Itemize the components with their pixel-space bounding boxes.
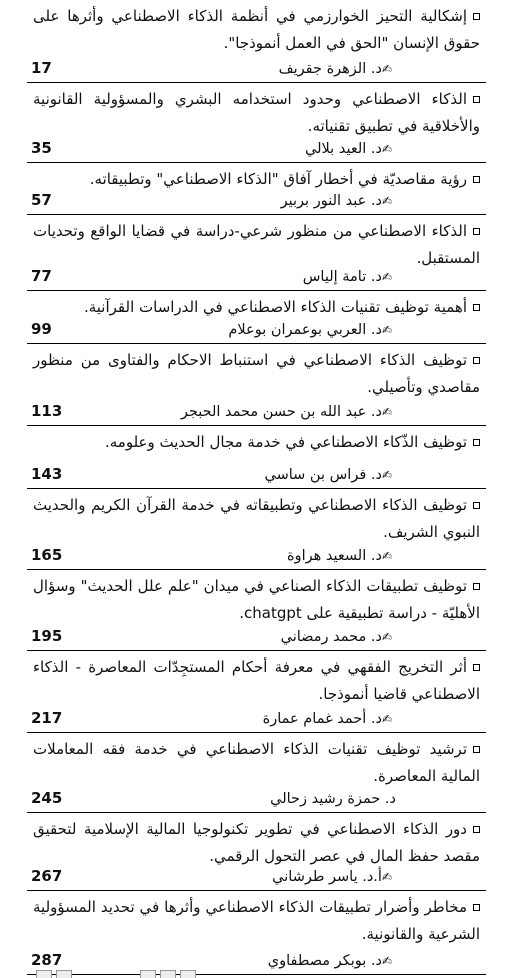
pen-icon: ✍ — [381, 548, 392, 563]
toc-entry[interactable] — [27, 891, 486, 975]
toc-entry[interactable] — [27, 344, 486, 426]
entry-title — [33, 429, 480, 456]
pen-icon: ✍ — [381, 61, 392, 76]
pen-icon: ✍ — [381, 404, 392, 419]
page-number: 99 — [31, 319, 52, 338]
pen-icon: ✍ — [381, 467, 392, 482]
entry-title-text: توظيف الذكاء الاصطناعي وتطبيقاته في خدمة القرآن الكريم والحديث النبوي الشريف. — [33, 496, 480, 541]
square-bullet-icon — [473, 176, 480, 183]
page-number: 217 — [31, 708, 63, 727]
page-number: 267 — [31, 866, 63, 885]
entry-author — [268, 953, 396, 969]
entry-title-text: إشكالية التحيز الخوارزمي في أنظمة الذكاء الاصطناعي وأثرها على حقوق الإنسان "الحق في العمل أنموذجا". — [33, 7, 480, 52]
square-bullet-icon — [473, 746, 480, 753]
entry-author — [265, 467, 397, 483]
square-bullet-icon — [473, 826, 480, 833]
author-name: د. بوبكر مصطفاوي — [267, 952, 382, 969]
author-name: د. فراس بن ساسي — [264, 466, 382, 483]
page-number: 143 — [31, 464, 63, 483]
entry-title-text: توظيف الذّكاء الاصطناعي في خدمة مجال الحديث وعلومه. — [104, 433, 467, 451]
entry-author — [303, 269, 396, 285]
square-bullet-icon — [473, 583, 480, 590]
entry-title-text: مخاطر وأضرار تطبيقات الذكاء الاصطناعي وأثرها في تحديد المسؤولية الشرعية والقانونية. — [33, 898, 480, 943]
toc-entry[interactable] — [27, 215, 486, 291]
entry-title — [33, 492, 480, 546]
page-number: 113 — [31, 401, 63, 420]
pen-icon: ✍ — [381, 629, 392, 644]
toc-entry[interactable] — [27, 813, 486, 891]
toc-entry[interactable] — [27, 733, 486, 813]
square-bullet-icon — [473, 904, 480, 911]
entry-author — [279, 61, 396, 77]
entry-author — [287, 548, 396, 564]
page-number: 35 — [31, 138, 52, 157]
author-name: د. محمد رمضاني — [280, 628, 382, 645]
entry-title-text: دور الذكاء الاصطناعي في تطوير تكنولوجيا المالية الإسلامية لتحقيق مقصد حفظ المال في عصر التحول الرقمي. — [33, 820, 480, 865]
author-name: د. عبد النور بربير — [280, 192, 382, 209]
author-name: د. تامة إلياس — [302, 268, 382, 285]
square-bullet-icon — [473, 664, 480, 671]
entry-title-text: ترشيد توظيف تقنيات الذكاء الاصطناعي في خدمة فقه المعاملات المالية المعاصرة. — [33, 740, 480, 785]
pen-icon: ✍ — [381, 953, 392, 968]
entry-author — [272, 869, 396, 885]
entry-title — [33, 3, 480, 57]
entry-title-text: أثر التخريج الفقهي في معرفة أحكام المستجِدّات المعاصرة - الذكاء الاصطناعي قاضيا أنموذجا. — [33, 658, 480, 703]
entry-author — [263, 711, 396, 727]
author-name: د. السعيد هراوة — [287, 547, 382, 564]
pen-icon: ✍ — [381, 322, 392, 337]
toc-entry[interactable] — [27, 651, 486, 733]
toc-entry[interactable] — [27, 163, 486, 215]
entry-title-text: توظيف الذكاء الاصطناعي في استنباط الاحكام والفتاوى من منظور مقاصدي وتأصيلي. — [33, 351, 480, 396]
page-number: 77 — [31, 266, 52, 285]
square-bullet-icon — [473, 304, 480, 311]
entry-author — [281, 629, 396, 645]
author-name: د. العربي بوعمران بوعلام — [228, 321, 382, 338]
pen-icon: ✍ — [381, 869, 392, 884]
toc-entry[interactable] — [27, 291, 486, 344]
author-name: د. الزهرة جقريف — [278, 60, 382, 77]
entry-title — [33, 347, 480, 401]
square-bullet-icon — [473, 357, 480, 364]
entry-title-text: توظيف تطبيقات الذكاء الصناعي في ميدان "علم علل الحديث" وسؤال الأهليّة - دراسة تطبيقية على chatgpt. — [33, 577, 480, 622]
entry-title-text: رؤية مقاصديّة في أخطار آفاق "الذكاء الاصطناعي" وتطبيقاته. — [89, 170, 467, 188]
page-number: 245 — [31, 788, 63, 807]
author-name: د. العيد بلالي — [305, 140, 382, 157]
entry-title — [33, 86, 480, 140]
author-name: د. عبد الله بن حسن محمد الحبجر — [180, 403, 382, 420]
entry-title-text: الذكاء الاصطناعي وحدود استخدامه البشري والمسؤولية القانونية والأخلاقية في تطبيق تقنياته. — [33, 90, 480, 135]
entry-title-text: الذكاء الاصطناعي من منظور شرعي-دراسة في قضايا الواقع وتحديات المستقبل. — [33, 222, 480, 267]
entry-author — [181, 404, 396, 420]
author-name: أ.د. ياسر طرشاني — [272, 868, 382, 885]
toc-entry[interactable] — [27, 570, 486, 651]
page-number: 17 — [31, 58, 52, 77]
pen-icon: ✍ — [381, 269, 392, 284]
toc-entry[interactable] — [27, 426, 486, 489]
square-bullet-icon — [473, 439, 480, 446]
entry-author — [228, 322, 396, 338]
entry-title — [33, 218, 480, 272]
square-bullet-icon — [473, 13, 480, 20]
toc-entry[interactable] — [27, 489, 486, 570]
bottom-toolbar-strip — [0, 968, 526, 978]
page-number: 57 — [31, 190, 52, 209]
entry-title-text: أهمية توظيف تقنيات الذكاء الاصطناعي في الدراسات القرآنية. — [83, 298, 467, 316]
entry-title — [33, 573, 480, 627]
entry-author — [270, 791, 396, 807]
entry-title — [33, 654, 480, 708]
pen-icon: ✍ — [381, 193, 392, 208]
page-number: 287 — [31, 950, 63, 969]
toc-entry[interactable] — [27, 83, 486, 163]
author-name: د. حمزة رشيد زحالي — [270, 790, 396, 807]
entry-title — [33, 816, 480, 870]
entry-title — [33, 736, 480, 790]
entry-author — [281, 193, 396, 209]
square-bullet-icon — [473, 228, 480, 235]
toc-entry[interactable] — [27, 0, 486, 83]
entry-author — [305, 141, 396, 157]
page-number: 165 — [31, 545, 63, 564]
pen-icon: ✍ — [381, 141, 392, 156]
page-number: 195 — [31, 626, 63, 645]
entry-title — [33, 294, 480, 321]
entry-title — [33, 894, 480, 948]
square-bullet-icon — [473, 96, 480, 103]
square-bullet-icon — [473, 502, 480, 509]
pen-icon: ✍ — [381, 711, 392, 726]
author-name: د. أحمد غمام عمارة — [262, 710, 382, 727]
entry-title — [33, 166, 480, 193]
